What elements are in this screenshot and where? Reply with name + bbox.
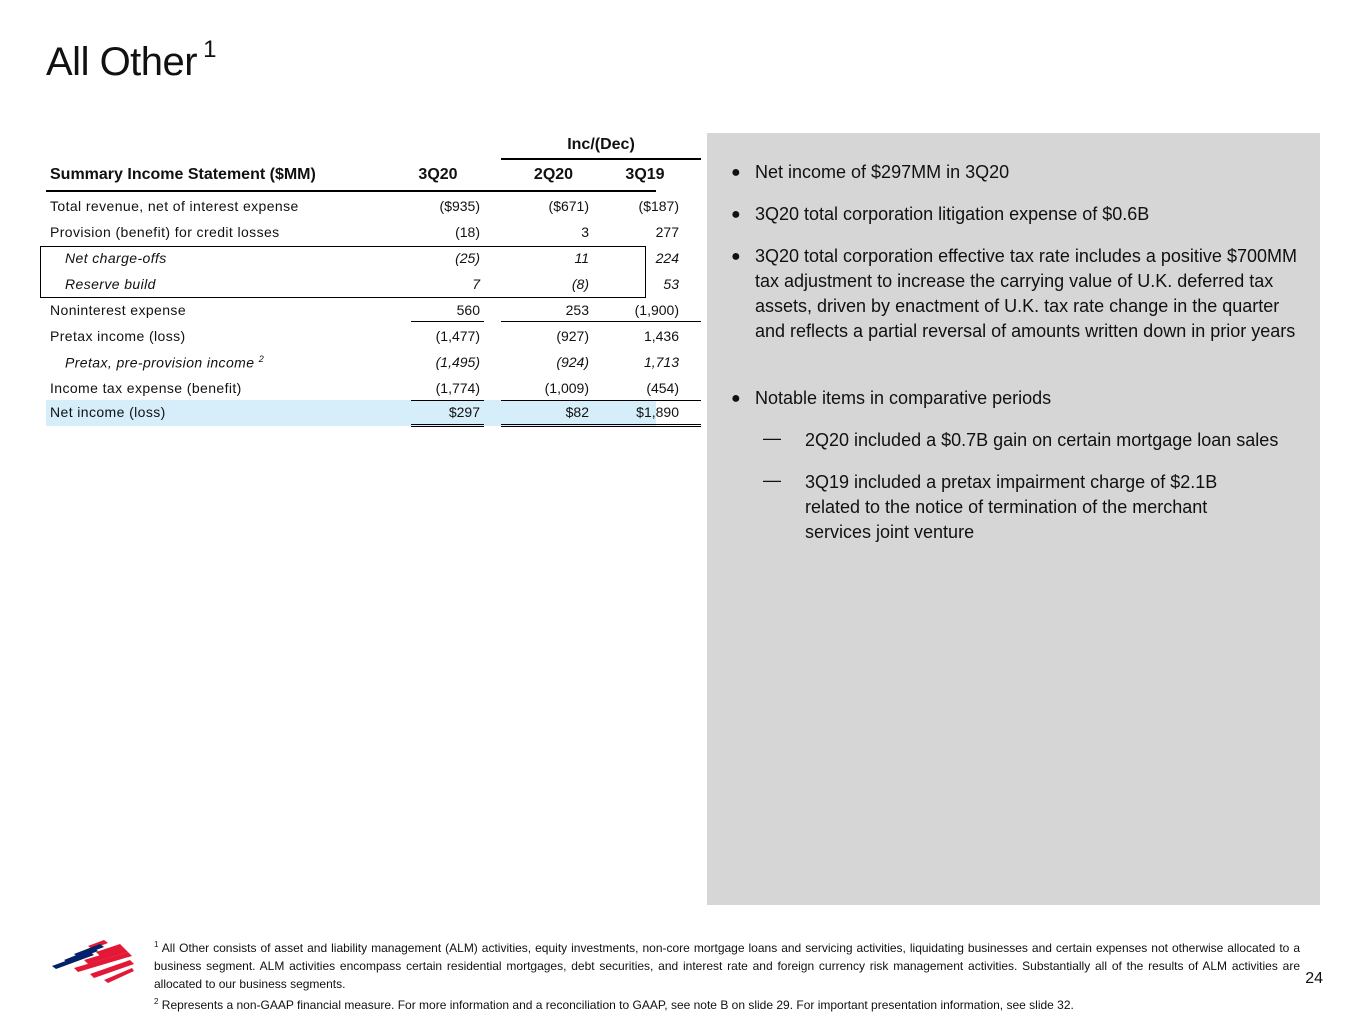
bullet-item: ● Net income of $297MM in 3Q20 bbox=[755, 160, 1315, 185]
title-footnote-mark: 1 bbox=[203, 36, 216, 63]
table-row: Income tax expense (benefit) (1,774) (1,009) (454) bbox=[50, 380, 679, 396]
footnotes bbox=[154, 936, 1300, 1014]
inc-dec-header: Inc/(Dec) bbox=[567, 136, 635, 153]
header-underline bbox=[46, 190, 656, 192]
page-title: All Other $^1$ bbox=[46, 36, 216, 84]
total-rule bbox=[411, 400, 484, 401]
double-underline bbox=[411, 424, 484, 429]
col-header-2q20: 2Q20 bbox=[533, 166, 574, 183]
double-underline bbox=[501, 424, 701, 429]
table-row: Provision (benefit) for credit losses (18) 3 277 bbox=[50, 224, 679, 240]
bullet-item: ● 3Q20 total corporation effective tax rate includes a positive $700MM tax adjustment to increase the carrying value of U.K. deferred tax assets, driven by enactment of U.K. tax rate change in the quarter and reflects a partial reversal of amounts written down in prior years bbox=[731, 246, 1297, 341]
subtotal-rule bbox=[411, 321, 484, 322]
dash-icon: — bbox=[763, 470, 781, 490]
footnote-1: $^1$ All Other consists of asset and liability management (ALM) activities, equity investments, non-core mortgage loans and servicing activities, liquidating businesses and certain expenses not otherwise allocated to a business segment. ALM activities encompass certain residential mortgages, debt securities, and interest rate and foreign currency risk management activities. Substantially all of the results of ALM activities are allocated to our business segments. bbox=[154, 940, 1301, 991]
table-header-label: Summary Income Statement ($MM) bbox=[50, 166, 316, 183]
table-row: Pretax, pre-provision income $^2$ (1,495) (924) 1,713 bbox=[65, 354, 679, 371]
page-number: 24 bbox=[1305, 970, 1323, 987]
bank-flag-logo-icon bbox=[44, 940, 136, 996]
sub-bullet-item: — 3Q19 included a pretax impairment charge of $2.1B related to the notice of termination of the merchant services joint venture bbox=[763, 470, 1218, 542]
subtotal-rule bbox=[501, 321, 701, 322]
bullet-dot-icon: ● bbox=[731, 206, 741, 223]
table-row: Net charge-offs (25) 11 224 bbox=[65, 250, 679, 266]
total-rule bbox=[501, 400, 701, 401]
table-header-row bbox=[46, 166, 665, 190]
col-header-3q19: 3Q19 bbox=[625, 166, 665, 183]
bullet-item: ● 3Q20 total corporation litigation expense of $0.6B bbox=[755, 202, 1315, 227]
bullet-dot-icon: ● bbox=[731, 248, 741, 265]
commentary-panel bbox=[707, 133, 1320, 905]
footnote-2: $^2$ Represents a non-GAAP financial measure. For more information and a reconciliation to GAAP, see note B on slide 29. For important presentation information, see slide 32. bbox=[154, 997, 1074, 1012]
table-row: Total revenue, net of interest expense ($935) ($671) ($187) bbox=[50, 198, 679, 214]
bullet-dot-icon: ● bbox=[731, 390, 741, 407]
table-row-net-income: Net income (loss) $297 $82 $1,890 bbox=[46, 400, 656, 426]
table-row: Noninterest expense 560 253 (1,900) bbox=[50, 302, 679, 318]
sub-bullet-item: — 2Q20 included a $0.7B gain on certain mortgage loan sales bbox=[763, 428, 1279, 450]
table-row: Pretax income (loss) (1,477) (927) 1,436 bbox=[50, 328, 679, 344]
header-rule bbox=[501, 158, 701, 160]
table-row: Reserve build 7 (8) 53 bbox=[65, 276, 679, 292]
dash-icon: — bbox=[763, 428, 781, 448]
bullet-item: ● Notable items in comparative periods bbox=[755, 386, 1315, 411]
col-header-3q20: 3Q20 bbox=[418, 166, 458, 183]
bullet-dot-icon: ● bbox=[731, 164, 741, 181]
